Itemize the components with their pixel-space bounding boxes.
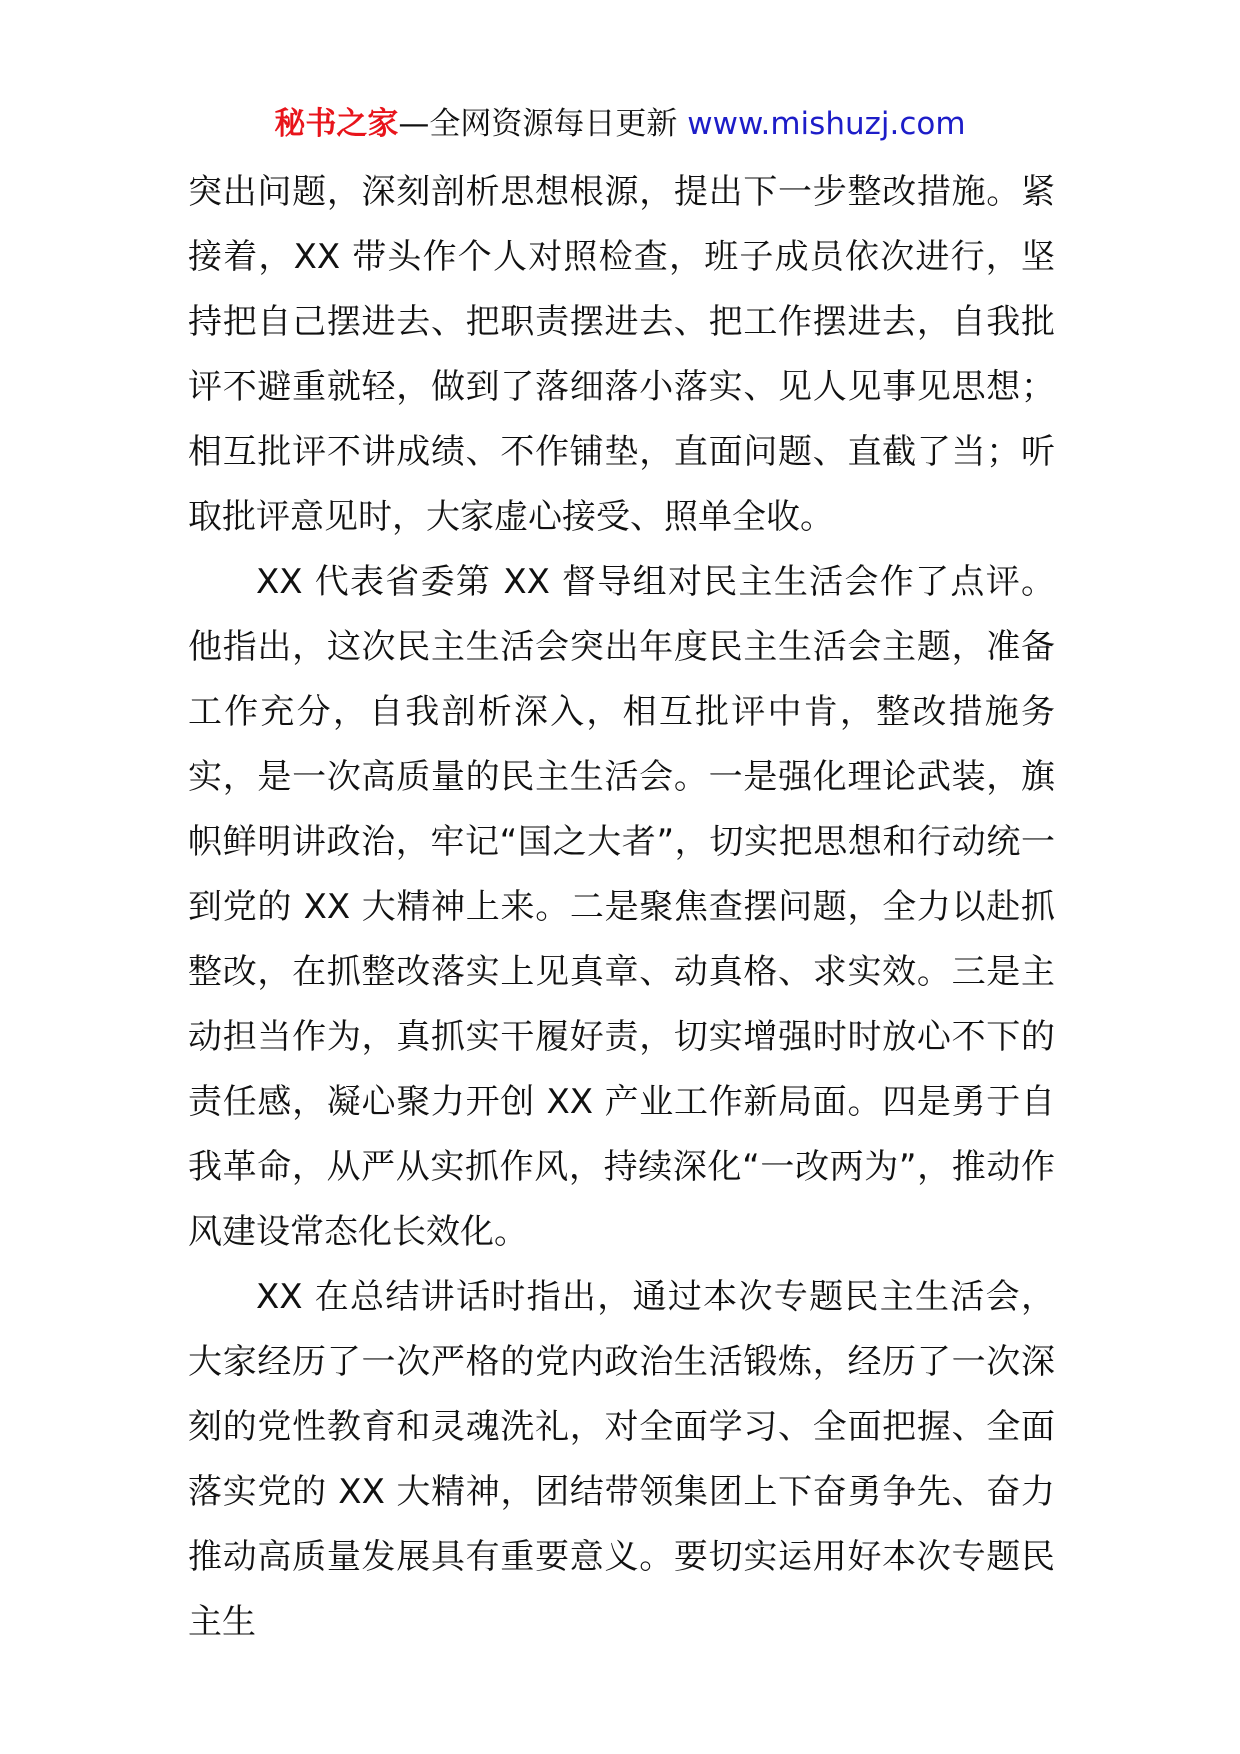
- site-url-link[interactable]: www.mishuzj.com: [687, 106, 966, 142]
- paragraph-continuation: 突出问题，深刻剖析思想根源，提出下一步整改措施。紧接着，XX 带头作个人对照检查，班子成员依次进行，坚持把自己摆进去、把职责摆进去、把工作摆进去，自我批评不避重就轻，做到了落细落小落实、见人见事见思想；相互批评不讲成绩、不作铺垫，直面问题、直截了当；听取批评意见时，大家虚心接受、照单全收。: [188, 172, 1055, 537]
- page-header: [0, 100, 1240, 148]
- site-tagline: —全网资源每日更新: [398, 106, 688, 142]
- site-brand: 秘书之家: [274, 106, 399, 142]
- paragraph-summary-speech: XX 在总结讲话时指出，通过本次专题民主生活会，大家经历了一次严格的党内政治生活锻炼，经历了一次深刻的党性教育和灵魂洗礼，对全面学习、全面把握、全面落实党的 XX 大精神，团结带领集团上下奋勇争先、奋力推动高质量发展具有重要意义。要切实运用好本次专题民主生: [188, 1277, 1055, 1642]
- paragraph-supervision-comment: XX 代表省委第 XX 督导组对民主生活会作了点评。他指出，这次民主生活会突出年度民主生活会主题，准备工作充分，自我剖析深入，相互批评中肯，整改措施务实，是一次高质量的民主生活会。一是强化理论武装，旗帜鲜明讲政治，牢记“国之大者”，切实把思想和行动统一到党的 XX 大精神上来。二是聚焦查摆问题，全力以赴抓整改，在抓整改落实上见真章、动真格、求实效。三是主动担当作为，真抓实干履好责，切实增强时时放心不下的责任感，凝心聚力开创 XX 产业工作新局面。四是勇于自我革命，从严从实抓作风，持续深化“一改两为”，推动作风建设常态化长效化。: [188, 562, 1055, 1252]
- document-body: [188, 160, 1055, 1655]
